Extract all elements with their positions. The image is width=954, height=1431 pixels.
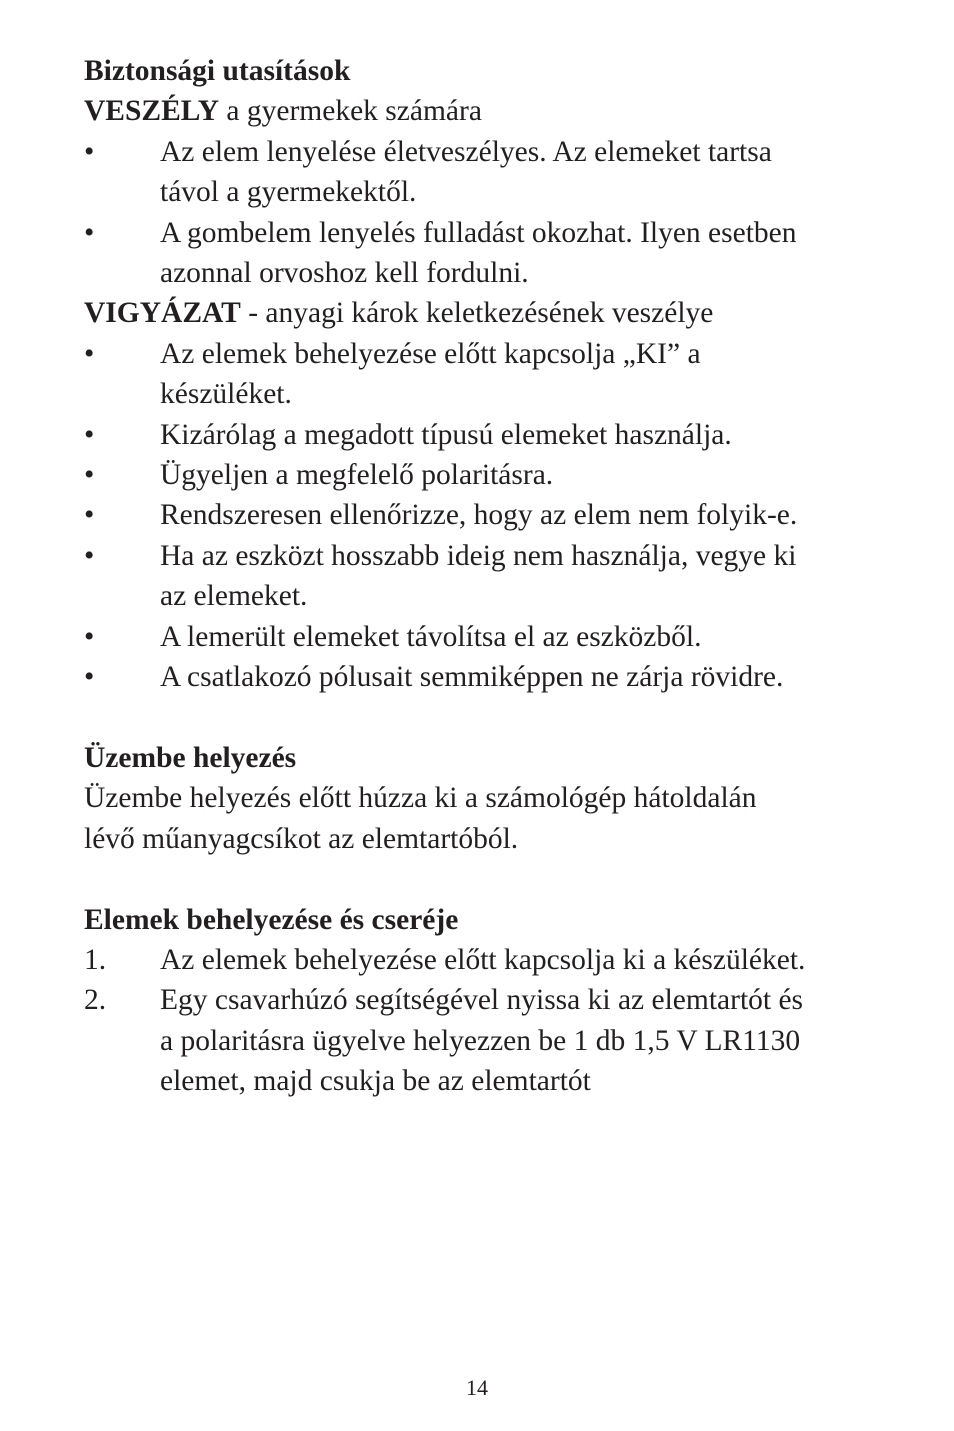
list-item-text: Egy csavarhúzó segítségével nyissa ki az elemtartót és <box>160 984 804 1017</box>
danger-line <box>84 91 924 131</box>
list-item <box>84 657 924 697</box>
bullet-marker: • <box>84 620 95 653</box>
list-item <box>84 334 924 415</box>
page-number: 14 <box>466 1375 488 1400</box>
list-item-text: elemet, majd csukja be az elemtartót <box>160 1065 591 1098</box>
list-item-text: A csatlakozó pólusait semmiképpen ne zárja rövidre. <box>160 661 784 694</box>
list-item-text: Ha az eszközt hosszabb ideig nem használja, vegye ki <box>160 539 797 572</box>
danger-list <box>84 132 924 294</box>
startup-paragraph-line: lévő műanyagcsíkot az elemtartóból. <box>84 822 519 855</box>
list-item <box>84 617 924 657</box>
bullet-marker: • <box>84 661 95 694</box>
step-number: 2. <box>84 984 107 1017</box>
bullet-marker: • <box>84 459 95 492</box>
section-spacer <box>84 698 924 738</box>
battery-heading: Elemek behelyezése és cseréje <box>84 903 459 936</box>
list-item-text: Ügyeljen a megfelelő polaritásra. <box>160 459 554 492</box>
danger-text: a gyermekek számára <box>219 95 482 128</box>
caution-line <box>84 293 924 333</box>
list-item-text: Az elem lenyelése életveszélyes. Az elemeket tartsa <box>160 135 772 168</box>
safety-heading: Biztonsági utasítások <box>84 55 351 87</box>
danger-label: VESZÉLY <box>84 95 220 128</box>
list-item-text: Az elemek behelyezése előtt kapcsolja „KI” a <box>160 337 701 370</box>
caution-text: - anyagi károk keletkezésének veszélye <box>240 297 714 330</box>
document-page <box>84 51 924 1102</box>
list-item <box>84 455 924 495</box>
list-item-text: A gombelem lenyelés fulladást okozhat. Ilyen esetben <box>160 216 797 249</box>
list-item-text: készüléket. <box>160 378 292 411</box>
bullet-marker: • <box>84 337 95 370</box>
list-item-text: azonnal orvoshoz kell fordulni. <box>160 257 529 290</box>
startup-paragraph-line: Üzembe helyezés előtt húzza ki a számológép hátoldalán <box>84 782 757 815</box>
list-item <box>84 940 924 980</box>
list-item-text: A lemerült elemeket távolítsa el az eszközből. <box>160 620 702 653</box>
list-item <box>84 980 924 1101</box>
list-item-text: Az elemek behelyezése előtt kapcsolja ki a készüléket. <box>160 943 806 976</box>
list-item-text: az elemeket. <box>160 580 308 613</box>
list-item-text: Kizárólag a megadott típusú elemeket használja. <box>160 418 732 451</box>
step-number: 1. <box>84 943 107 976</box>
bullet-marker: • <box>84 418 95 451</box>
list-item <box>84 415 924 455</box>
list-item-text: a polaritásra ügyelve helyezzen be 1 db 1,5 V LR1130 <box>160 1024 801 1057</box>
caution-label: VIGYÁZAT <box>84 297 241 330</box>
bullet-marker: • <box>84 216 95 249</box>
bullet-marker: • <box>84 539 95 572</box>
battery-steps-list <box>84 940 924 1102</box>
bullet-marker: • <box>84 135 95 168</box>
startup-heading: Üzembe helyezés <box>84 741 297 774</box>
bullet-marker: • <box>84 499 95 532</box>
list-item <box>84 495 924 535</box>
list-item <box>84 132 924 213</box>
list-item <box>84 536 924 617</box>
section-spacer <box>84 859 924 899</box>
list-item <box>84 213 924 294</box>
list-item-text: távol a gyermekektől. <box>160 176 417 209</box>
caution-list <box>84 334 924 698</box>
list-item-text: Rendszeresen ellenőrizze, hogy az elem nem folyik-e. <box>160 499 798 532</box>
